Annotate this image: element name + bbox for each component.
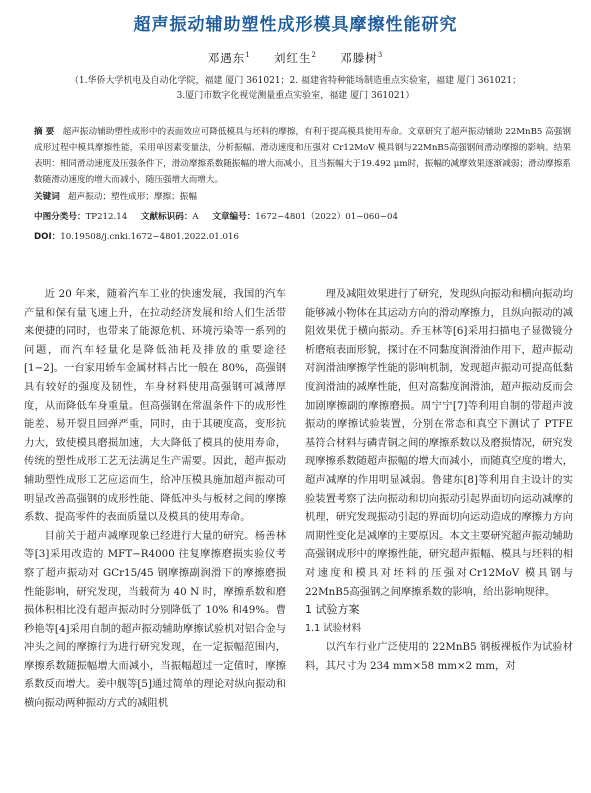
clc-label: 中图分类号： bbox=[34, 212, 86, 222]
doi-label: DOI： bbox=[34, 232, 61, 242]
doi-line bbox=[34, 230, 239, 242]
clc-value: TP212.14 bbox=[85, 212, 128, 222]
author-name: 刘红生 bbox=[274, 51, 312, 65]
author-affil-mark: 3 bbox=[377, 51, 384, 60]
affiliation-line: （1.华侨大学机电及自动化学院，福建 厦门 361021；2. 福建省特种能场制造重点实验室，福建 厦门 361021； bbox=[69, 76, 522, 86]
classification-line bbox=[34, 210, 398, 222]
keywords-label: 关键词 bbox=[34, 192, 60, 202]
author-affil-mark: 1 bbox=[245, 51, 251, 60]
section-heading: 1 试验方案 bbox=[305, 603, 360, 617]
subsection-heading: 1.1 试验材料 bbox=[305, 622, 362, 634]
affiliation-line: 3.厦门市数字化视觉测量重点实验室，福建 厦门 361021） bbox=[176, 91, 415, 101]
article-no-label: 文章编号： bbox=[212, 212, 256, 222]
body-paragraph: 理及减阻效果进行了研究，发现纵向振动和横向振动均能够减小物体在其运动方向的滑动摩擦力，且纵向振动的减阻效果优于横向振动。乔玉林等[6]采用扫描电子显微镜分析磨痕表面形貌，探讨在不同黏度润滑油作用下，超声振动对润滑油摩擦学性能的影响机制，发现超声振动可提高低黏度润滑油的减摩性能，但对高黏度润滑油，超声振动反而会加剧摩擦副的摩擦磨损。周宁宁[7]等利用自制的带超声波振动的摩擦试验装置，分别在常态和真空下测试了 PTFE 基符合材料与磷青铜之间的摩擦系数以及磨损情况，研究发现摩擦系数随超声振幅的增大而减小，而随真空度的增大，超声减摩的作用明显减弱。鲁建东[8]等利用自主设计的实验装置考察了法向振动和切向振动引起界面切向运动减摩的机理，研究发现振动引起的界面切向运动造成的摩擦力方向周期性变化是减摩的主要原因。本文主要研究超声振动辅助高强钢成形中的摩擦性能，研究超声振幅、模具与坯料的相对速度和模具对坯料的压强对Cr12MoV 模具钢与22MnB5高强钢之间摩擦系数的影响，给出影响规律。 bbox=[305, 288, 573, 598]
keywords-line bbox=[34, 190, 197, 202]
abstract bbox=[34, 124, 571, 188]
author-affil-mark: 2 bbox=[311, 51, 317, 60]
doc-code-value: A bbox=[192, 212, 199, 222]
abstract-label: 摘 要 bbox=[34, 127, 55, 137]
body-paragraph: 以汽车行业广泛使用的 22MnB5 钢板裸板作为试验材料，其尺寸为 234 mm×58 mm×2 mm，对 bbox=[305, 641, 573, 672]
body-paragraph: 目前关于超声减摩现象已经进行大量的研究。杨善林等[3]采用改造的 MFT−R4000 往复摩擦磨损实验仪考察了超声振动对 GCr15/45 钢摩擦副润滑下的摩擦磨损性能影响，研究发现，当载荷为 40 N 时，摩擦系数和磨损体积相比没有超声振动时分别降低了 10% 和49%。曹秒艳等[4]采用自制的超声振动辅助摩擦试验机对铝合金与冲头之间的摩擦行为进行研究发现，在一定振幅范围内，摩擦系数随振幅增大而减小，当振幅超过一定值时，摩擦系数反而增大。姜中舰等[5]通过简单的理论对纵向振动和横向振动两种振动方式的减阻机 bbox=[24, 529, 286, 710]
doi-value: 10.19508/j.cnki.1672−4801.2022.01.016 bbox=[60, 232, 239, 242]
keywords-text: 超声振动；塑性成形；摩擦；振幅 bbox=[68, 192, 197, 202]
article-no-value: 1672−4801（2022）01−060−04 bbox=[255, 212, 398, 222]
body-left-column bbox=[24, 285, 286, 713]
author-line bbox=[0, 50, 591, 66]
abstract-text: 超声振动辅助塑性成形中的表面效应可降低模具与坯料的摩擦，有利于提高模具使用寿命。文章研究了超声振动辅助 22MnB5 高强钢成形过程中模具摩擦性能，采用单因素变量法，分析振幅、滑动速度和压强对 Cr12MoV 模具钢与22MnB5高强钢间滑动摩擦的影响。结果表明：相同滑动速度及压强条件下，滑动摩擦系数随振幅的增大而减小，且当振幅大于19.492 μm时，振幅的减摩效果逐渐减弱；滑动摩擦系数随滑动速度的增大而减小，随压强增大而增大。 bbox=[34, 127, 571, 185]
affiliations bbox=[30, 74, 561, 104]
author-name: 邓滕树 bbox=[340, 51, 378, 65]
paper-title: 超声振动辅助塑性成形模具摩擦性能研究 bbox=[133, 15, 458, 35]
doc-code-label: 文献标识码： bbox=[140, 212, 193, 222]
body-right-column bbox=[305, 285, 573, 675]
body-paragraph: 近 20 年来，随着汽车工业的快速发展，我国的汽车产量和保有量飞速上升，在拉动经济发展和给人们生活带来便捷的同时，也带来了能源危机、环境污染等一系列的问题，而汽车轻量化是降低油耗及排放的重要途径[1−2]。一台家用轿车金属材料占比一般在 80%，高强钢具有较好的强度及韧性，车身材料使用高强钢可减薄厚度，从而降低车身重量。但高强钢在常温条件下的成形性能差、易开裂且回弹严重，同时，由于其硬度高，变形抗力大，致使模具磨损加速，大大降低了模具的使用寿命，传统的塑性成形工艺无法满足生产需要。因此，超声振动辅助塑性成形工艺应运而生，给冲压模具施加超声振动可明显改善高强钢的成形性能、降低冲头与板材之间的摩擦系数、提高零件的表面质量以及模具的使用寿命。 bbox=[24, 288, 286, 524]
author-name: 邓遇东 bbox=[207, 51, 246, 65]
